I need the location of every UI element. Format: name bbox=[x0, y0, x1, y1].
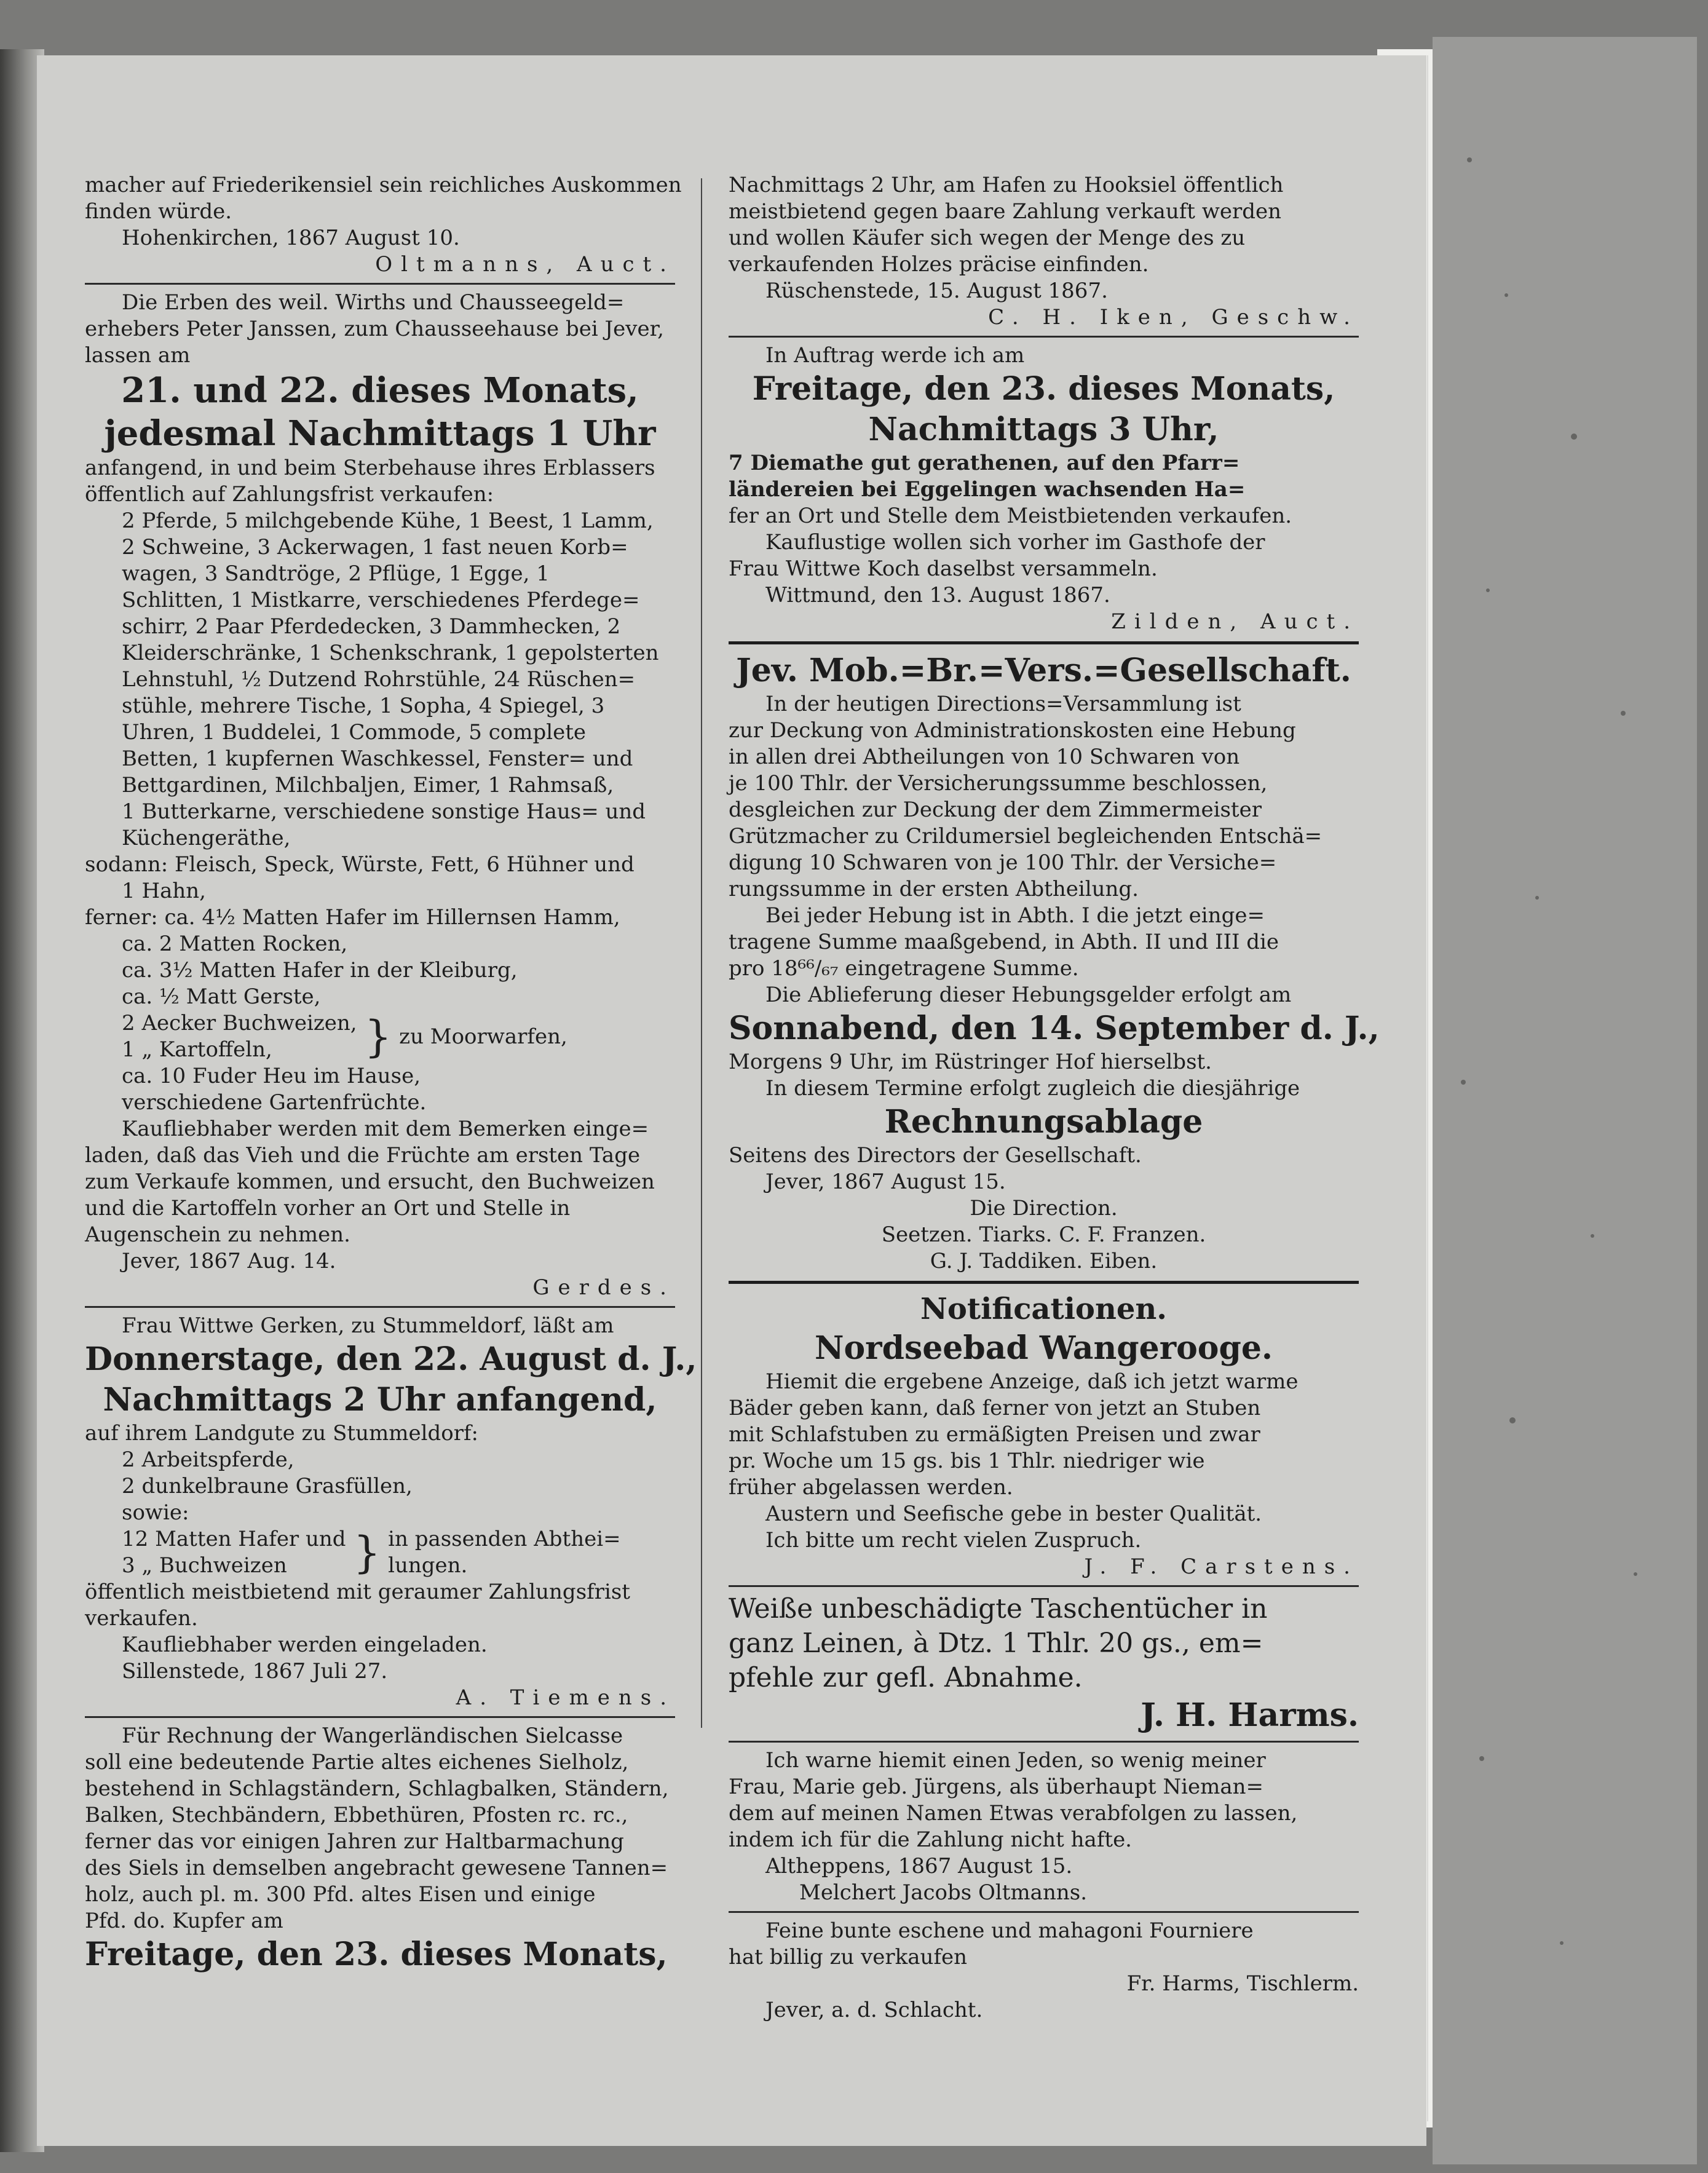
text-line: Die Erben des weil. Wirths und Chausseegeld= bbox=[122, 290, 625, 315]
ad-headline: Nachmittags 2 Uhr anfangend, bbox=[103, 1381, 657, 1419]
text-line: zur Deckung von Administrationskosten eine Hebung bbox=[729, 718, 1296, 743]
ad-headline: Nordseebad Wangerooge. bbox=[814, 1329, 1273, 1367]
text-line: erhebers Peter Janssen, zum Chausseehause bei Jever, bbox=[85, 317, 664, 341]
ad-signature: Gerdes. bbox=[532, 1275, 675, 1300]
text-line: finden würde. bbox=[85, 199, 232, 224]
list-item: 3 „ Buchweizen bbox=[122, 1553, 287, 1578]
divider bbox=[85, 283, 675, 285]
text-line: holz, auch pl. m. 300 Pfd. altes Eisen und einige bbox=[85, 1882, 596, 1907]
list-item: 2 Aecker Buchweizen, bbox=[122, 1011, 357, 1035]
text-line: verkaufenden Holzes präcise einfinden. bbox=[729, 252, 1149, 277]
left-column bbox=[85, 172, 697, 1975]
text-line: ca. 3½ Matten Hafer in der Kleiburg, bbox=[122, 958, 518, 983]
text-line: indem ich für die Zahlung nicht hafte. bbox=[729, 1827, 1132, 1852]
list-item: stühle, mehrere Tische, 1 Sopha, 4 Spiegel, 3 bbox=[122, 694, 605, 718]
text-line: Grützmacher zu Crildumersiel begleichenden Entschä= bbox=[729, 824, 1323, 849]
list-item: 1 Butterkarne, verschiedene sonstige Haus= und bbox=[122, 799, 646, 824]
text-line: verkaufen. bbox=[85, 1606, 198, 1631]
text-line: desgleichen zur Deckung der dem Zimmermeister bbox=[729, 798, 1262, 822]
list-item: 1 „ Kartoffeln, bbox=[122, 1037, 272, 1062]
ad-signature: Melchert Jacobs Oltmanns. bbox=[799, 1880, 1087, 1905]
text-line: pfehle zur gefl. Abnahme. bbox=[729, 1662, 1083, 1693]
text-line: fer an Ort und Stelle dem Meistbietenden verkaufen. bbox=[729, 504, 1292, 528]
text-line: und die Kartoffeln vorher an Ort und Stelle in bbox=[85, 1196, 571, 1221]
text-line: Kauflustige wollen sich vorher im Gasthofe der bbox=[765, 530, 1265, 555]
text-line: anfangend, in und beim Sterbehause ihres Erblassers bbox=[85, 456, 655, 480]
text-line: Balken, Stechbändern, Ebbethüren, Pfosten rc. rc., bbox=[85, 1803, 628, 1827]
divider bbox=[85, 1306, 675, 1308]
text-line: pro 18⁶⁶/₆₇ eingetragene Summe. bbox=[729, 956, 1079, 981]
text-line: zum Verkaufe kommen, und ersucht, den Buchweizen bbox=[85, 1170, 655, 1194]
text-line: Frau, Marie geb. Jürgens, als überhaupt Nieman= bbox=[729, 1775, 1264, 1799]
list-item: Schlitten, 1 Mistkarre, verschiedenes Pferdege= bbox=[122, 588, 640, 612]
right-column bbox=[729, 172, 1380, 2024]
text-line: Augenschein zu nehmen. bbox=[85, 1222, 350, 1247]
brace-label: in passenden Abthei= bbox=[388, 1527, 621, 1551]
text-line: Kaufliebhaber werden mit dem Bemerken einge= bbox=[122, 1117, 649, 1141]
text-line: je 100 Thlr. der Versicherungssumme beschlossen, bbox=[729, 771, 1268, 796]
text-line: pr. Woche um 15 gs. bis 1 Thlr. niedriger wie bbox=[729, 1449, 1205, 1473]
text-line: Austern und Seefische gebe in bester Qualität. bbox=[765, 1502, 1262, 1526]
text-line: lassen am bbox=[85, 343, 191, 368]
ad-signature: J. H. Harms. bbox=[1141, 1696, 1359, 1734]
text-line: rungssumme in der ersten Abtheilung. bbox=[729, 877, 1139, 901]
divider bbox=[85, 1716, 675, 1718]
ad-headline: Freitage, den 23. dieses Monats, bbox=[85, 1936, 668, 1973]
ad-headline: Jev. Mob.=Br.=Vers.=Gesellschaft. bbox=[736, 652, 1351, 689]
text-line: digung 10 Schwaren von je 100 Thlr. der Versiche= bbox=[729, 850, 1277, 875]
text-line: Pfd. do. Kupfer am bbox=[85, 1909, 283, 1933]
ad-signature: Zilden, Auct. bbox=[1111, 609, 1359, 634]
text-line: meistbietend gegen baare Zahlung verkauft werden bbox=[729, 199, 1282, 224]
brace-glyph: } bbox=[364, 1011, 392, 1062]
text-line: macher auf Friederikensiel sein reichliches Auskommen bbox=[85, 173, 682, 197]
text-line: ca. 10 Fuder Heu im Hause, bbox=[122, 1064, 421, 1088]
text-line: öffentlich meistbietend mit geraumer Zahlungsfrist bbox=[85, 1580, 630, 1604]
ad-date: Altheppens, 1867 August 15. bbox=[765, 1854, 1073, 1878]
text-line: Die Direction. bbox=[970, 1196, 1118, 1221]
ad-date: Sillenstede, 1867 Juli 27. bbox=[122, 1659, 388, 1684]
text-line: Hiemit die ergebene Anzeige, daß ich jetzt warme bbox=[765, 1369, 1299, 1394]
text-line: öffentlich auf Zahlungsfrist verkaufen: bbox=[85, 482, 494, 507]
list-item: 12 Matten Hafer und bbox=[122, 1527, 346, 1551]
list-item: Betten, 1 kupfernen Waschkessel, Fenster= und bbox=[122, 746, 633, 771]
ad-signature: J. F. Carstens. bbox=[1084, 1554, 1359, 1579]
text-line: Kaufliebhaber werden eingeladen. bbox=[122, 1633, 488, 1657]
newspaper-page bbox=[37, 55, 1426, 2146]
ad-signature: A. Tiemens. bbox=[456, 1685, 675, 1710]
text-line: Für Rechnung der Wangerländischen Sielcasse bbox=[122, 1724, 623, 1748]
text-line: ca. ½ Matt Gerste, bbox=[122, 984, 321, 1009]
brace-glyph: } bbox=[353, 1527, 381, 1578]
list-item: Kleiderschränke, 1 Schenkschrank, 1 gepolsterten bbox=[122, 641, 659, 665]
text-line: Feine bunte eschene und mahagoni Fourniere bbox=[765, 1918, 1254, 1943]
text-line: 7 Diemathe gut gerathenen, auf den Pfarr= bbox=[729, 451, 1240, 475]
column-rule bbox=[701, 178, 702, 1728]
text-line: laden, daß das Vieh und die Früchte am ersten Tage bbox=[85, 1143, 641, 1168]
list-item: Küchengeräthe, bbox=[122, 826, 291, 850]
text-line: sodann: Fleisch, Speck, Würste, Fett, 6 Hühner und bbox=[85, 852, 635, 877]
text-line: Seitens des Directors der Gesellschaft. bbox=[729, 1143, 1142, 1168]
text-line: auf ihrem Landgute zu Stummeldorf: bbox=[85, 1421, 478, 1446]
text-line: dem auf meinen Namen Etwas verabfolgen zu lassen, bbox=[729, 1801, 1298, 1826]
ad-signature: Fr. Harms, Tischlerm. bbox=[1126, 1971, 1359, 1996]
ad-date: Jever, 1867 August 15. bbox=[765, 1170, 1006, 1194]
text-line: Ich bitte um recht vielen Zuspruch. bbox=[765, 1528, 1142, 1553]
list-item: Bettgardinen, Milchbaljen, Eimer, 1 Rahmsaß, bbox=[122, 773, 614, 798]
text-line: Frau Wittwe Koch daselbst versammeln. bbox=[729, 556, 1158, 581]
text-line: Frau Wittwe Gerken, zu Stummeldorf, läßt am bbox=[122, 1313, 614, 1338]
ad-signature: Seetzen. Tiarks. C. F. Franzen. bbox=[881, 1222, 1206, 1247]
ad-place: Jever, a. d. Schlacht. bbox=[765, 1998, 983, 2022]
brace-label: zu Moorwarfen, bbox=[399, 1024, 567, 1049]
ad-headline: 21. und 22. dieses Monats, bbox=[121, 370, 639, 411]
text-line: Weiße unbeschädigte Taschentücher in bbox=[729, 1593, 1268, 1625]
divider bbox=[729, 336, 1359, 338]
text-line: soll eine bedeutende Partie altes eichenes Sielholz, bbox=[85, 1750, 629, 1775]
text-line: Nachmittags 2 Uhr, am Hafen zu Hooksiel öffentlich bbox=[729, 173, 1284, 197]
text-line: tragene Summe maaßgebend, in Abth. II und III die bbox=[729, 930, 1279, 954]
text-line: Bei jeder Hebung ist in Abth. I die jetzt einge= bbox=[765, 903, 1265, 928]
ad-signature: G. J. Taddiken. Eiben. bbox=[930, 1249, 1158, 1273]
ad-headline: jedesmal Nachmittags 1 Uhr bbox=[104, 413, 656, 454]
list-item: 2 Pferde, 5 milchgebende Kühe, 1 Beest, 1 Lamm, bbox=[122, 509, 654, 533]
ad-date: Rüschenstede, 15. August 1867. bbox=[765, 279, 1108, 303]
text-line: in allen drei Abtheilungen von 10 Schwaren von bbox=[729, 745, 1240, 769]
list-item: 2 dunkelbraune Grasfüllen, bbox=[122, 1474, 413, 1498]
divider bbox=[729, 1741, 1359, 1743]
text-line: ferner das vor einigen Jahren zur Haltbarmachung bbox=[85, 1829, 624, 1854]
ad-headline: Donnerstage, den 22. August d. J., bbox=[85, 1340, 697, 1378]
list-item: Uhren, 1 Buddelei, 1 Commode, 5 complete bbox=[122, 720, 587, 745]
text-line: Ich warne hiemit einen Jeden, so wenig meiner bbox=[765, 1748, 1266, 1773]
ad-headline: Rechnungsablage bbox=[884, 1103, 1203, 1141]
list-item: Lehnstuhl, ½ Dutzend Rohrstühle, 24 Rüschen= bbox=[122, 667, 636, 692]
text-line: ca. 2 Matten Rocken, bbox=[122, 932, 348, 956]
divider bbox=[729, 1911, 1359, 1913]
text-line: ganz Leinen, à Dtz. 1 Thlr. 20 gs., em= bbox=[729, 1628, 1263, 1659]
divider bbox=[729, 641, 1359, 644]
divider bbox=[729, 1585, 1359, 1587]
text-line: ländereien bei Eggelingen wachsenden Ha= bbox=[729, 477, 1246, 502]
brace-group bbox=[85, 1526, 675, 1579]
divider bbox=[729, 1281, 1359, 1284]
ad-date: Jever, 1867 Aug. 14. bbox=[122, 1249, 336, 1273]
list-item: schirr, 2 Paar Pferdedecken, 3 Dammhecken, 2 bbox=[122, 614, 621, 639]
text-line: hat billig zu verkaufen bbox=[729, 1945, 968, 1969]
text-line: 1 Hahn, bbox=[122, 879, 206, 903]
ad-headline: Nachmittags 3 Uhr, bbox=[868, 411, 1219, 448]
text-line: mit Schlafstuben zu ermäßigten Preisen und zwar bbox=[729, 1422, 1260, 1447]
list-item: sowie: bbox=[122, 1500, 189, 1525]
brace-label: lungen. bbox=[388, 1553, 468, 1578]
text-line: In diesem Termine erfolgt zugleich die diesjährige bbox=[765, 1076, 1300, 1101]
ad-headline: Sonnabend, den 14. September d. J., bbox=[729, 1010, 1380, 1047]
text-line: In der heutigen Directions=Versammlung ist bbox=[765, 692, 1241, 716]
text-line: früher abgelassen werden. bbox=[729, 1475, 1013, 1500]
ad-signature: C. H. Iken, Geschw. bbox=[988, 305, 1359, 330]
text-line: Morgens 9 Uhr, im Rüstringer Hof hierselbst. bbox=[729, 1050, 1212, 1074]
list-item: 2 Arbeitspferde, bbox=[122, 1447, 295, 1472]
text-line: ferner: ca. 4½ Matten Hafer im Hillernsen Hamm, bbox=[85, 905, 620, 930]
text-line: und wollen Käufer sich wegen der Menge des zu bbox=[729, 226, 1246, 250]
text-line: In Auftrag werde ich am bbox=[765, 343, 1025, 368]
text-line: des Siels in demselben angebracht gewesene Tannen= bbox=[85, 1856, 668, 1880]
ad-date: Hohenkirchen, 1867 August 10. bbox=[122, 226, 460, 250]
text-line: verschiedene Gartenfrüchte. bbox=[122, 1090, 427, 1115]
text-line: Die Ablieferung dieser Hebungsgelder erfolgt am bbox=[765, 983, 1292, 1007]
list-item: 2 Schweine, 3 Ackerwagen, 1 fast neuen Korb= bbox=[122, 535, 628, 560]
ad-date: Wittmund, den 13. August 1867. bbox=[765, 583, 1110, 608]
brace-group bbox=[85, 1010, 675, 1063]
ad-headline: Freitage, den 23. dieses Monats, bbox=[752, 370, 1335, 408]
text-line: bestehend in Schlagständern, Schlagbalken, Ständern, bbox=[85, 1776, 669, 1801]
text-line: Bäder geben kann, daß ferner von jetzt an Stuben bbox=[729, 1396, 1261, 1420]
section-title: Notificationen. bbox=[920, 1292, 1167, 1326]
ad-signature: Oltmanns, Auct. bbox=[375, 252, 675, 277]
list-item: wagen, 3 Sandtröge, 2 Pflüge, 1 Egge, 1 bbox=[122, 561, 550, 586]
